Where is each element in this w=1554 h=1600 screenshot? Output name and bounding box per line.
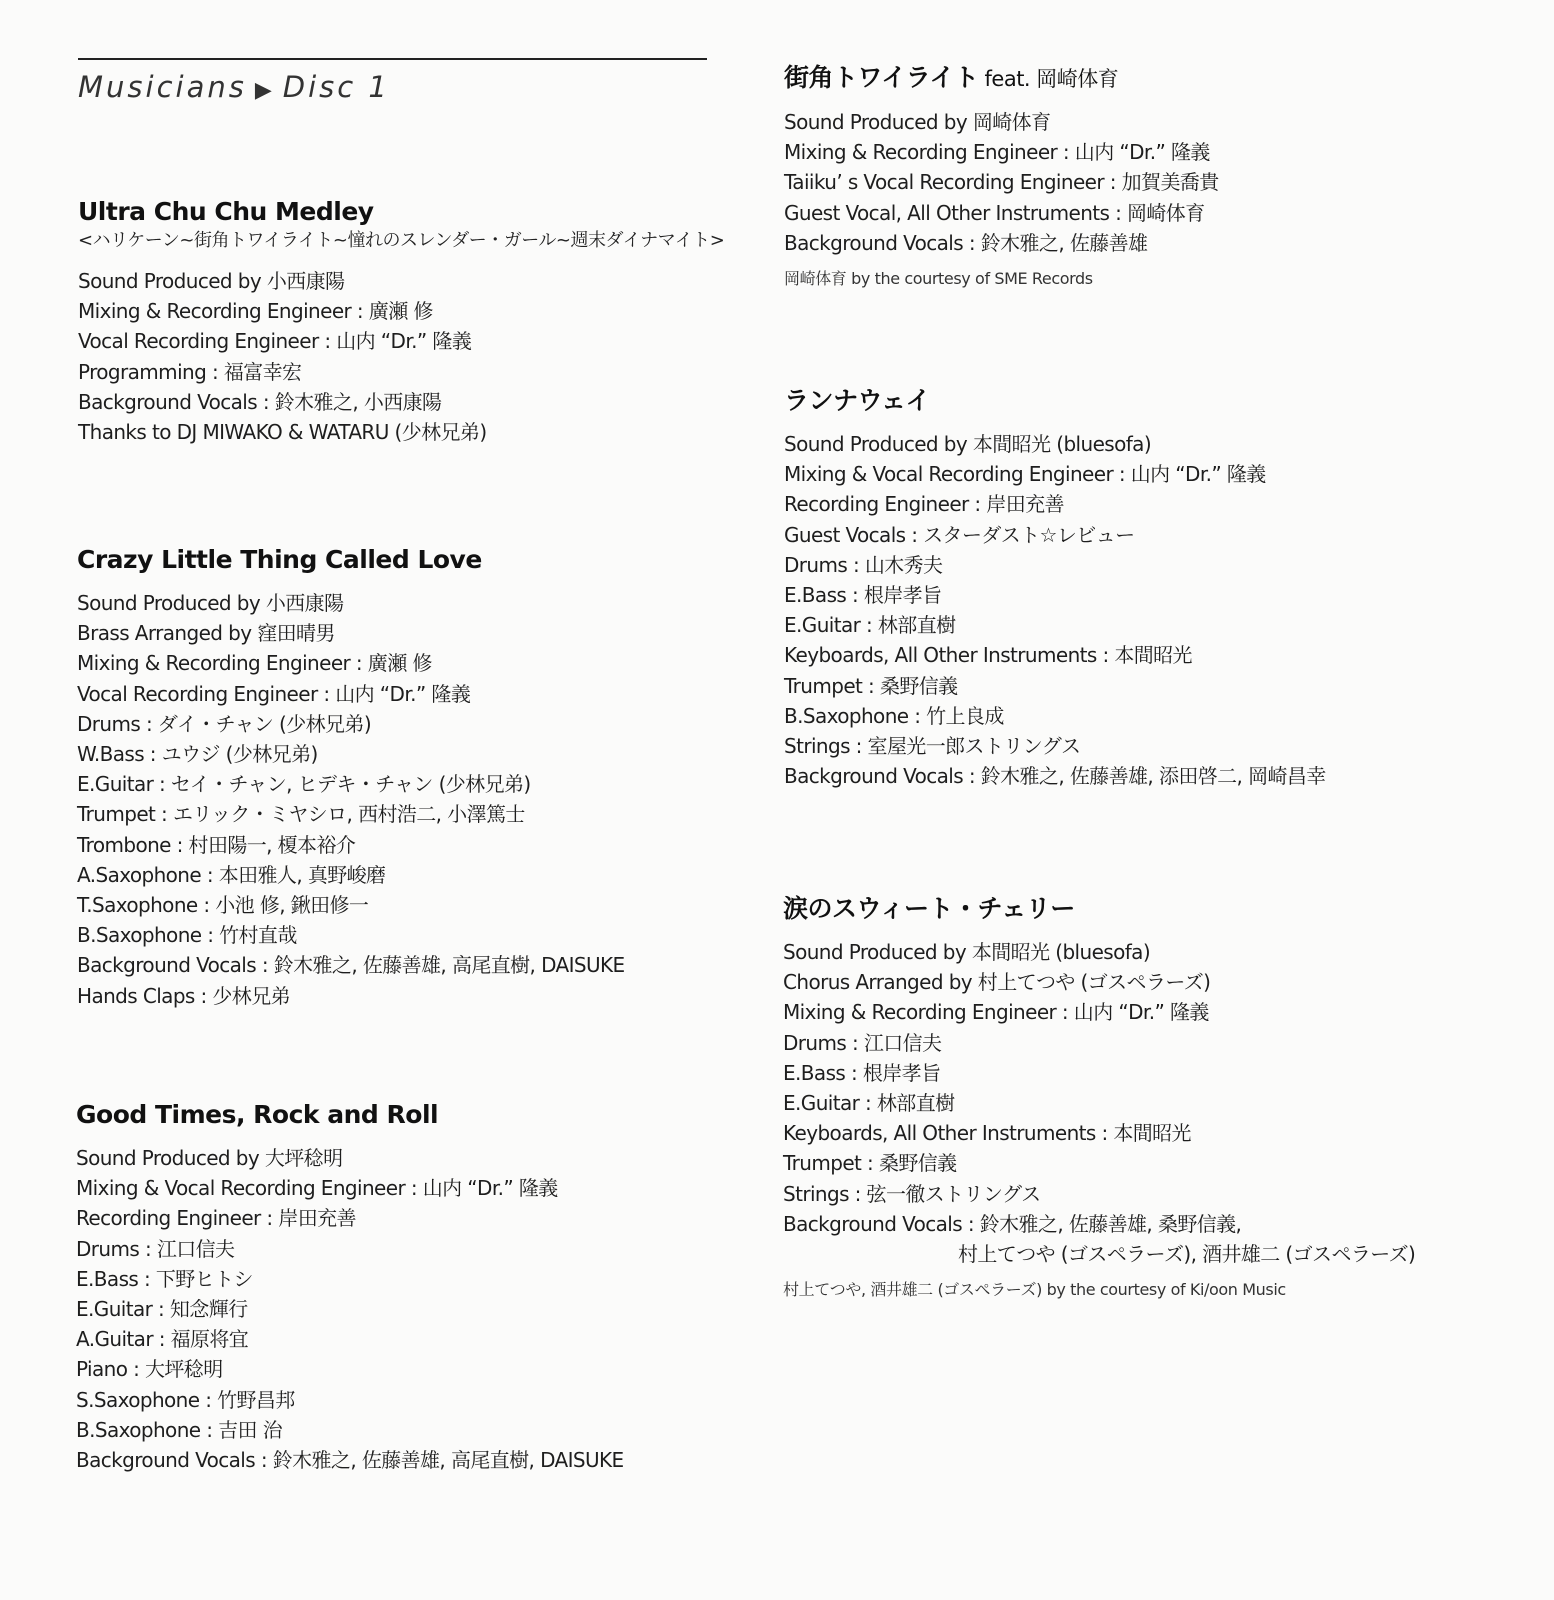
top-rule xyxy=(78,58,707,60)
credit-line: Keyboards, All Other Instruments : 本間昭光 xyxy=(784,643,1192,668)
credit-line: Sound Produced by 大坪稔明 xyxy=(76,1146,343,1170)
track-credits-ultra-chu-chu-medley xyxy=(78,196,758,447)
credit-line: Background Vocals : 鈴木雅之, 佐藤善雄, 高尾直樹, DAISUKE xyxy=(77,953,625,978)
track-title: Good Times, Rock and Roll xyxy=(76,1100,439,1129)
credit-line: Recording Engineer : 岸田充善 xyxy=(76,1206,356,1231)
credit-line: B.Saxophone : 吉田 治 xyxy=(76,1417,283,1442)
credit-line: Vocal Recording Engineer : 山内 “Dr.” 隆義 xyxy=(77,681,471,706)
credit-line: Vocal Recording Engineer : 山内 “Dr.” 隆義 xyxy=(78,329,472,354)
credit-line: Recording Engineer : 岸田充善 xyxy=(784,492,1064,517)
credit-line: Background Vocals : 鈴木雅之, 佐藤善雄 xyxy=(784,230,1148,255)
credit-line: Trumpet : 桑野信義 xyxy=(783,1151,957,1176)
credit-line: Keyboards, All Other Instruments : 本間昭光 xyxy=(783,1121,1191,1146)
track-credits-good-times-rock-and-roll xyxy=(76,1099,756,1475)
credit-line: Taiiku’ s Vocal Recording Engineer : 加賀美喬貴 xyxy=(784,170,1219,195)
credit-line: Mixing & Vocal Recording Engineer : 山内 “Dr.” 隆義 xyxy=(76,1176,558,1201)
heading-label: Musicians xyxy=(78,70,247,104)
credit-line: Mixing & Vocal Recording Engineer : 山内 “Dr.” 隆義 xyxy=(784,462,1266,487)
credit-line: Mixing & Recording Engineer : 廣瀬 修 xyxy=(78,299,433,324)
credit-line: E.Guitar : 知念輝行 xyxy=(76,1297,248,1322)
track-title: ランナウェイ xyxy=(784,386,931,415)
credit-line: Mixing & Recording Engineer : 山内 “Dr.” 隆義 xyxy=(783,1000,1209,1025)
credit-line: B.Saxophone : 竹上良成 xyxy=(784,703,1004,728)
heading-disc: Disc 1 xyxy=(282,70,390,104)
credit-line: S.Saxophone : 竹野昌邦 xyxy=(76,1387,295,1412)
credit-line: Hands Claps : 少林兄弟 xyxy=(77,983,290,1008)
courtesy-note: 岡崎体育 by the courtesy of SME Records xyxy=(784,269,1093,289)
credit-line: Background Vocals : 鈴木雅之, 佐藤善雄, 桑野信義, xyxy=(783,1211,1242,1236)
credit-line: Trumpet : エリック・ミヤシロ, 西村浩二, 小澤篤士 xyxy=(77,802,525,827)
credit-line: Sound Produced by 岡崎体育 xyxy=(784,110,1051,134)
credit-line: Background Vocals : 鈴木雅之, 小西康陽 xyxy=(78,389,442,414)
credit-line: Sound Produced by 小西康陽 xyxy=(78,269,345,293)
track-title: 街角トワイライト feat. 岡崎体育 xyxy=(784,63,1119,92)
track-credits-crazy-little-thing xyxy=(77,544,757,1011)
credit-line: Chorus Arranged by 村上てつや (ゴスペラーズ) xyxy=(783,970,1211,995)
credit-line: Guest Vocal, All Other Instruments : 岡崎体育 xyxy=(784,200,1205,225)
play-arrow-icon: ▶ xyxy=(254,78,275,103)
credit-line: Strings : 弦一徹ストリングス xyxy=(783,1181,1041,1206)
credit-line: Guest Vocals : スターダスト☆レビュー xyxy=(784,522,1135,547)
credit-line: Trumpet : 桑野信義 xyxy=(784,673,958,698)
credit-line: W.Bass : ユウジ (少林兄弟) xyxy=(77,742,318,767)
credit-line: Brass Arranged by 窪田晴男 xyxy=(77,621,335,646)
credit-line: T.Saxophone : 小池 修, 鍬田修一 xyxy=(77,893,369,918)
credit-line: Sound Produced by 小西康陽 xyxy=(77,591,344,615)
credit-line: Sound Produced by 本間昭光 (bluesofa) xyxy=(783,940,1151,964)
credit-line: A.Saxophone : 本田雅人, 真野峻磨 xyxy=(77,862,386,887)
credit-line: Drums : ダイ・チャン (少林兄弟) xyxy=(77,711,372,736)
credit-line: Sound Produced by 本間昭光 (bluesofa) xyxy=(784,432,1152,456)
credit-line: Background Vocals : 鈴木雅之, 佐藤善雄, 添田啓二, 岡崎昌幸 xyxy=(784,764,1326,789)
track-title: 涙のスウィート・チェリー xyxy=(783,894,1075,923)
credit-line: Piano : 大坪稔明 xyxy=(76,1357,223,1382)
credit-line: Programming : 福富幸宏 xyxy=(78,359,302,384)
credit-line: E.Guitar : 林部直樹 xyxy=(783,1091,955,1116)
credit-line: E.Bass : 根岸孝旨 xyxy=(784,583,942,608)
credit-line: Drums : 江口信夫 xyxy=(783,1030,942,1055)
credit-line: Mixing & Recording Engineer : 廣瀬 修 xyxy=(77,651,432,676)
credit-line-continuation: 村上てつや (ゴスペラーズ), 酒井雄二 (ゴスペラーズ) xyxy=(958,1242,1416,1267)
credit-line: Background Vocals : 鈴木雅之, 佐藤善雄, 高尾直樹, DAISUKE xyxy=(76,1448,624,1473)
credit-line: A.Guitar : 福原将宜 xyxy=(76,1327,249,1352)
page-heading xyxy=(78,70,390,104)
credit-line: B.Saxophone : 竹村直哉 xyxy=(77,923,297,948)
credit-line: E.Bass : 根岸孝旨 xyxy=(783,1060,941,1085)
courtesy-note: 村上てつや, 酒井雄二 (ゴスペラーズ) by the courtesy of Ki/oon Music xyxy=(783,1280,1286,1300)
credit-line: Drums : 山木秀夫 xyxy=(784,552,943,577)
credit-line: Trombone : 村田陽一, 榎本裕介 xyxy=(77,832,356,857)
credit-line: Strings : 室屋光一郎ストリングス xyxy=(784,734,1081,759)
credit-line: Drums : 江口信夫 xyxy=(76,1236,235,1261)
featuring-label: feat. 岡崎体育 xyxy=(984,67,1119,91)
track-title: Ultra Chu Chu Medley xyxy=(78,197,374,226)
credit-line: E.Bass : 下野ヒトシ xyxy=(76,1266,253,1291)
credit-line: Thanks to DJ MIWAKO & WATARU (少林兄弟) xyxy=(78,420,487,445)
track-credits-namida-no-sweet-cherry xyxy=(783,893,1463,1301)
credit-line: E.Guitar : セイ・チャン, ヒデキ・チャン (少林兄弟) xyxy=(77,772,531,797)
credit-line: E.Guitar : 林部直樹 xyxy=(784,613,956,638)
track-credits-machikado-twilight xyxy=(784,62,1464,290)
track-credits-runaway xyxy=(784,385,1464,791)
track-subtitle: <ハリケーン~街角トワイライト~憧れのスレンダー・ガール~週末ダイナマイト> xyxy=(78,230,725,251)
track-title: Crazy Little Thing Called Love xyxy=(77,545,482,574)
credit-line: Mixing & Recording Engineer : 山内 “Dr.” 隆義 xyxy=(784,140,1210,165)
